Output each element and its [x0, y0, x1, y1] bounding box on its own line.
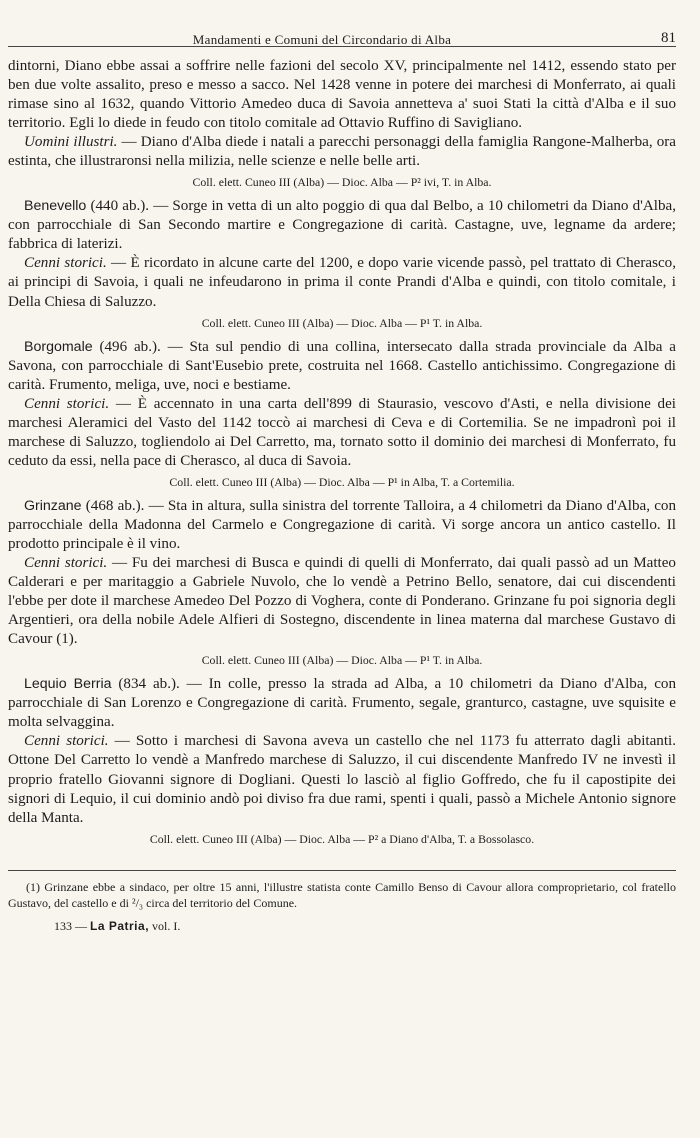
citation-line: Coll. elett. Cuneo III (Alba) — Dioc. Alba — P¹ in Alba, T. a Cortemilia. [169, 474, 515, 489]
running-title: Mandamenti e Comuni del Circondario di Alba [192, 32, 452, 47]
entry-description: (834 ab.). — In colle, presso la strada ad Alba, a 10 chilometri da Diano d'Alba, con parrocchiale di San Lorenzo e Congregazione di carità. Frumento, segale, granturco, castagne, uve squisite e molta selvaggina. [8, 676, 676, 731]
page-number: 81 [661, 30, 676, 46]
citation-line: Coll. elett. Cuneo III (Alba) — Dioc. Alba — P² ivi, T. in Alba. [192, 175, 492, 190]
section-text: — È accennato in una carta dell'899 di Staurasio, vescovo d'Asti, e nella divisione dei marchesi Aleramici del Vasto del 1142 toccò ai marchesi di Ceva e di Cortemilia. Se ne impadronì poi il marchese di Saluzzo, togliendolo ai Del Carretto, ma, tornato sotto il dominio dei marchesi di Monferrato, fu ceduto da essi, nella pace di Cherasco, al duca di Savoia. [8, 395, 676, 469]
entry-borgomale [8, 338, 676, 491]
entry-paragraph [8, 497, 676, 554]
section-text: — Diano d'Alba diede i natali a parecchi personaggi della famiglia Rangone-Malherba, ora estinta, che illustraronsi nella milizia, nelle scienze e nelle belle arti. [8, 134, 676, 170]
history-paragraph [8, 395, 676, 471]
entry-lequio-berria [8, 675, 676, 847]
entry-benevello [8, 197, 676, 331]
entry-town-name: Lequio Berria [24, 676, 112, 693]
citation-line: Coll. elett. Cuneo III (Alba) — Dioc. Alba — P¹ T. in Alba. [201, 315, 483, 330]
entry-paragraph [8, 338, 676, 395]
section-text: — Sotto i marchesi di Savona aveva un castello che nel 1173 fu atterrato dagli abitanti. Ottone Del Carretto lo vendè a Manfredo marchese di Saluzzo, il cui discendente Manfredo IV ne investì il proprio fratello Giovanni signore di Dogliani. Questi lo lasciò al figlio Goffredo, che fu il capostipite dei signori di Lequio, il cui dominio andò poi diviso fra due rami, spenti i quali, passò a Michele Antonio signore della Manta. [8, 733, 676, 826]
section-lead: Cenni storici. [24, 555, 108, 572]
history-paragraph [8, 732, 676, 827]
signature-number: 133 — [54, 918, 90, 933]
signature-brand: La Patria, [90, 918, 150, 933]
section-text: — È ricordato in alcune carte del 1200, e dopo varie vicende passò, pel trattato di Cherasco, ai principi di Savoia, i quali ne infeudarono in prima il conte Prandi d'Alba e quindi, con titolo comitale, i Della Chiesa di Saluzzo. [8, 255, 676, 310]
entry-paragraph [8, 675, 676, 732]
section-lead: Cenni storici. [24, 395, 110, 412]
printer-signature [54, 919, 688, 934]
section-lead: Cenni storici. [24, 733, 109, 750]
intro-paragraph: dintorni, Diano ebbe assai a soffrire nelle fazioni del secolo XV, principalmente nel 1412, essendo stato per ben due volte assalito, preso e messo a sacco. Nel 1428 venne in potere dei marchesi di Monferrato, ai quali rimase sino al 1632, quando Vittorio Amedeo duca di Savoia annetteva a' suoi Stati la città d'Alba e il suo territorio. Egli lo diede in feudo con titolo comitale ad Ottavio Ruffino di Savigliano. [8, 58, 676, 132]
intro-section [8, 57, 676, 191]
citation-line: Coll. elett. Cuneo III (Alba) — Dioc. Alba — P² a Diano d'Alba, T. a Bossolasco. [149, 831, 535, 846]
entry-paragraph [8, 197, 676, 254]
entry-town-name: Borgomale [24, 338, 93, 355]
section-lead: Cenni storici. [24, 255, 107, 272]
entry-grinzane [8, 497, 676, 669]
main-text [8, 57, 676, 848]
section-lead: Uomini illustri. [24, 134, 118, 151]
entry-description: (440 ab.). — Sorge in vetta di un alto poggio di qua dal Belbo, a 10 chilometri da Diano d'Alba, con parrocchiale di San Secondo martire e Congregazione di carità. Castagne, uve, legname da ardere; fabbrica di laterizi. [8, 198, 676, 253]
history-paragraph [8, 254, 676, 311]
notable-people-paragraph [8, 133, 676, 171]
entry-town-name: Grinzane [24, 497, 82, 514]
footnote: (1) Grinzane ebbe a sindaco, per oltre 15 anni, l'illustre statista conte Camillo Benso di Cavour allora comproprietario, col fratello Gustavo, del castello e di ²/₃ circa del territorio del Comune. [8, 879, 676, 910]
entry-town-name: Benevello [24, 198, 87, 215]
history-paragraph [8, 554, 676, 649]
section-text: — Fu dei marchesi di Busca e quindi di quelli di Monferrato, dai quali passò ad un Matteo Calderari e per maritaggio a Gabriele Nuvolo, che lo vendè a Petrino Bello, senatore, dai cui discendenti l'ebbe per dote il marchese Amedeo Del Pozzo di Voghera, conte di Ponderano. Grinzane fu poi signoria degli Argentieri, ora della nobile Adele Alfieri di Sostegno, discendente in linea materna dal marchese Gustavo di Cavour (1). [8, 555, 676, 648]
entry-description: (496 ab.). — Sta sul pendio di una collina, intersecato dalla strada provinciale da Alba a Savona, con parrocchiale di Sant'Eusebio prete, costruita nel 1668. Castello antichissimo. Congregazione di carità. Frumento, meliga, uve, noci e bestiame. [8, 338, 676, 393]
citation-line: Coll. elett. Cuneo III (Alba) — Dioc. Alba — P¹ T. in Alba. [201, 653, 483, 668]
entry-description: (468 ab.). — Sta in altura, sulla sinistra del torrente Talloira, a 4 chilometri da Diano d'Alba, con parrocchiale della Madonna del Carmelo e Congregazione di carità. Vi sorge ancora un antico castello. Il prodotto principale è il vino. [8, 497, 676, 552]
signature-volume: vol. I. [149, 918, 181, 933]
page-header [8, 20, 676, 47]
footnote-divider [8, 870, 676, 871]
